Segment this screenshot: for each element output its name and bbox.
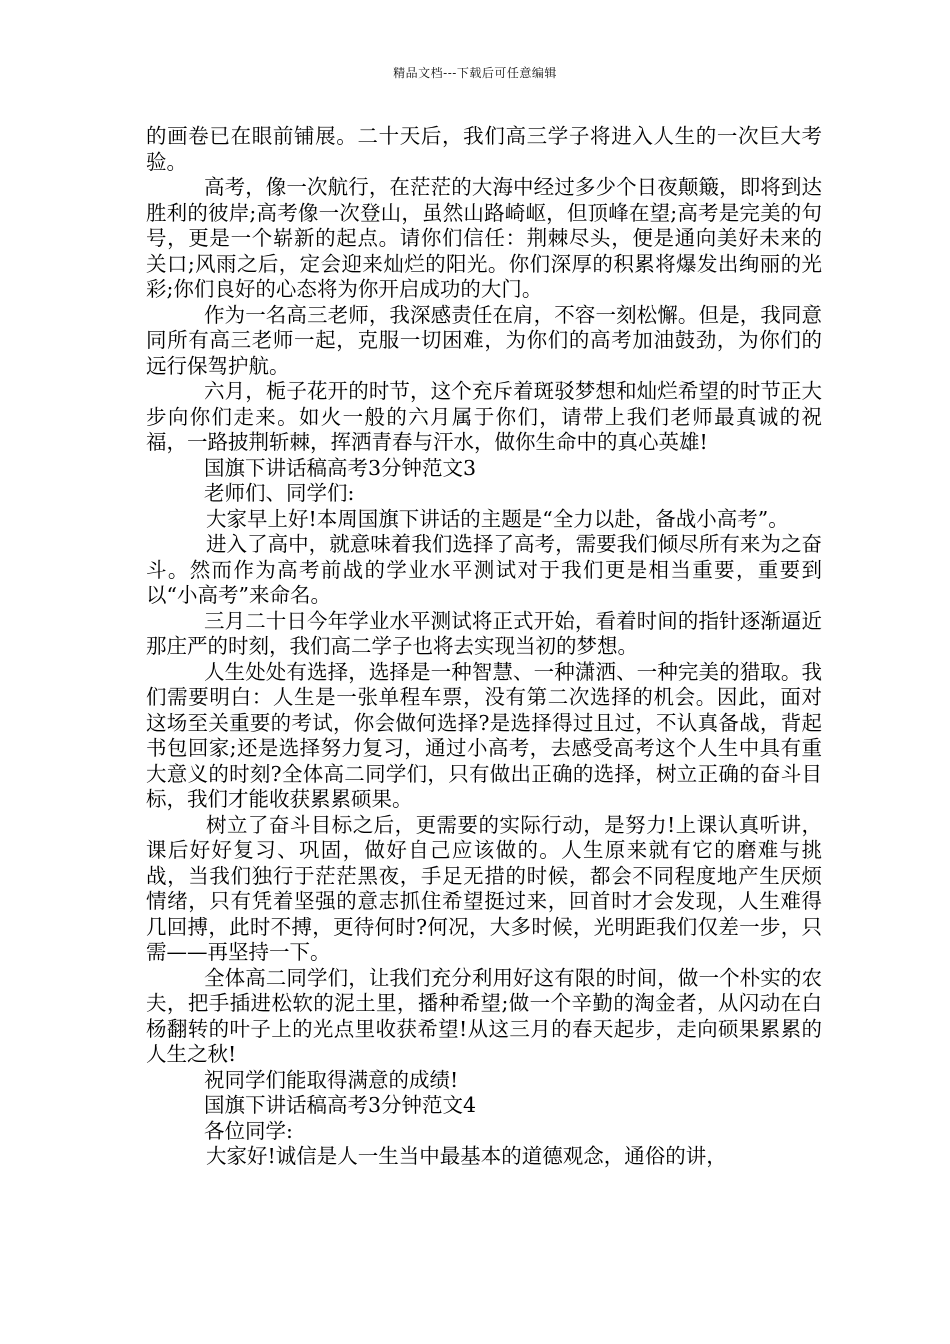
paragraph-march-twentieth: 三月二十日今年学业水平测试将正式开始，看着时间的指针逐渐逼近那庄严的时刻，我们高二学子也将去实现当初的梦想。 [146, 608, 822, 658]
paragraph-teacher-duty: 作为一名高三老师，我深感责任在肩，不容一刻松懈。但是，我同意同所有高三老师一起，克服一切困难，为你们的高考加油鼓劲，为你们的远行保驾护航。 [146, 302, 822, 378]
paragraph-effort: 树立了奋斗目标之后，更需要的实际行动，是努力!上课认真听讲，课后好好复习、巩固，做好自己应该做的。人生原来就有它的磨难与挑战，当我们独行于茫茫黑夜，手足无措的时候，都会不同程度地产生厌烦情绪，只有凭着坚强的意志抓住希望挺过来，回首时才会发现，人生难得几回搏，此时不搏，更待何时?何况，大多时候，光明距我们仅差一步，只需——再坚持一下。 [146, 812, 822, 964]
paragraph-greeting-theme: 大家早上好!本周国旗下讲话的主题是“全力以赴，备战小高考”。 [206, 506, 789, 531]
section-heading-example-3: 国旗下讲话稿高考3分钟范文3 [204, 455, 477, 480]
paragraph-make-use-of-time: 全体高二同学们，让我们充分利用好这有限的时间，做一个朴实的农夫，把手插进松软的泥土里，播种希望;做一个辛勤的淘金者，从闪动在白杨翻转的叶子上的光点里收获希望!从这三月的春天起步，走向硕果累累的人生之秋! [146, 965, 822, 1066]
paragraph-best-wishes: 祝同学们能取得满意的成绩! [204, 1067, 459, 1092]
document-body [146, 124, 822, 1170]
paragraph-continuation: 的画卷已在眼前铺展。二十天后，我们高三学子将进入人生的一次巨大考验。 [146, 124, 822, 174]
paragraph-june: 六月，栀子花开的时节，这个充斥着斑驳梦想和灿烂希望的时节正大步向你们走来。如火一般的六月属于你们，请带上我们老师最真诚的祝福，一路披荆斩棘，挥洒青春与汗水，做你生命中的真心英雄! [146, 379, 822, 454]
paragraph-integrity: 大家好!诚信是人一生当中最基本的道德观念，通俗的讲， [206, 1144, 727, 1168]
paragraph-life-choices: 人生处处有选择，选择是一种智慧、一种潇洒、一种完美的猎取。我们需要明白：人生是一张单程车票，没有第二次选择的机会。因此，面对这场至关重要的考试，你会做何选择?是选择得过且过，不认真备战，背起书包回家;还是选择努力复习，通过小高考，去感受高考这个人生中具有重大意义的时刻?全体高二同学们，只有做出正确的选择，树立正确的奋斗目标，我们才能收获累累硕果。 [146, 659, 822, 811]
page-header-note: 精品文档---下载后可任意编辑 [393, 66, 557, 80]
section-heading-example-4: 国旗下讲话稿高考3分钟范文4 [204, 1093, 477, 1117]
paragraph-entering-high-school: 进入了高中，就意味着我们选择了高考，需要我们倾尽所有来为之奋斗。然而作为高考前战的学业水平测试对于我们更是相当重要，重要到以“小高考”来命名。 [146, 532, 822, 607]
salutation-teachers-students: 老师们、同学们: [204, 481, 355, 505]
salutation-classmates: 各位同学: [204, 1118, 293, 1143]
paragraph-gaokao-voyage: 高考，像一次航行，在茫茫的大海中经过多少个日夜颠簸，即将到达胜利的彼岸;高考像一次登山，虽然山路崎岖，但顶峰在望;高考是完美的句号，更是一个崭新的起点。请你们信任：荆棘尽头，便是通向美好未来的关口;风雨之后，定会迎来灿烂的阳光。你们深厚的积累将爆发出绚丽的光彩;你们良好的心态将为你开启成功的大门。 [146, 175, 822, 301]
